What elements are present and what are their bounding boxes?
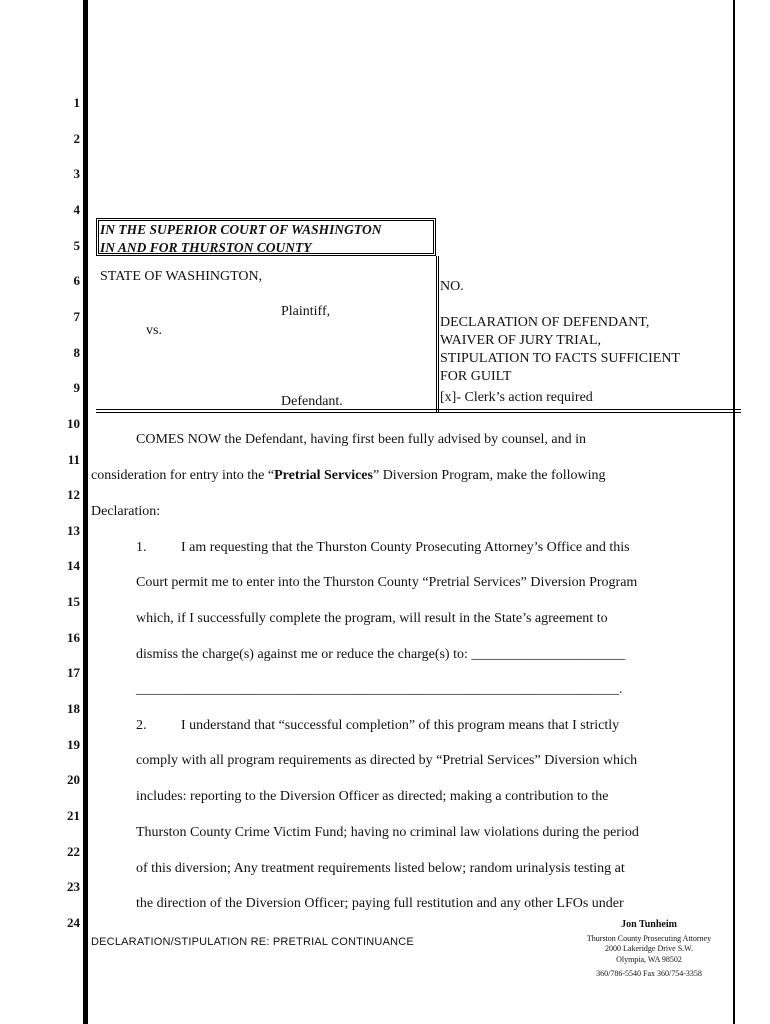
program-name-bold: Pretrial Services — [274, 468, 373, 483]
footer-phone-fax: 360/786-5540 Fax 360/754-3358 — [596, 969, 702, 978]
paragraph-1-line-1: I am requesting that the Thurston County Prosecuting Attorney’s Office and this — [181, 540, 630, 555]
paragraph-1-line-4: dismiss the charge(s) against me or reduce the charge(s) to: ______________________ — [136, 647, 626, 662]
line-number: 6 — [73, 273, 80, 288]
document-title-line3: STIPULATION TO FACTS SUFFICIENT — [440, 351, 680, 366]
paragraph-1-line-2: Court permit me to enter into the Thurston County “Pretrial Services” Diversion Program — [136, 575, 638, 590]
line-number: 12 — [67, 487, 80, 502]
footer-address-line2: Olympia, WA 98502 — [616, 955, 682, 964]
paragraph-1-number: 1. — [136, 540, 147, 555]
line-number: 19 — [67, 737, 80, 752]
caption-divider-vertical — [436, 256, 439, 412]
court-name-line2: IN AND FOR THURSTON COUNTY — [100, 240, 312, 255]
footer-address-line1: 2000 Lakeridge Drive S.W. — [605, 944, 693, 953]
line-number: 23 — [67, 879, 80, 894]
line-number: 20 — [67, 772, 80, 787]
line-number: 4 — [73, 202, 80, 217]
clerk-action-checkbox-text: [x]- Clerk’s action required — [440, 390, 593, 405]
line-number: 14 — [67, 558, 80, 573]
intro-line-2-pre: consideration for entry into the “ — [91, 468, 275, 483]
plaintiff-name: STATE OF WASHINGTON, — [100, 269, 263, 284]
line-number: 21 — [67, 808, 80, 823]
paragraph-1-line-3: which, if I successfully complete the program, will result in the State’s agreement to — [136, 611, 608, 626]
line-number: 24 — [67, 915, 80, 930]
line-number: 2 — [73, 131, 80, 146]
line-number: 9 — [73, 380, 80, 395]
intro-line-2 — [91, 468, 606, 484]
line-number: 18 — [67, 701, 80, 716]
paragraph-2-line-3: includes: reporting to the Diversion Officer as directed; making a contribution to the — [136, 789, 609, 804]
line-number: 11 — [67, 452, 80, 467]
line-number: 17 — [67, 665, 80, 680]
line-number: 13 — [67, 523, 80, 538]
line-number: 1 — [73, 95, 80, 110]
intro-line-1: COMES NOW the Defendant, having first been fully advised by counsel, and in — [136, 432, 586, 447]
line-number: 10 — [67, 416, 80, 431]
intro-line-3: Declaration: — [91, 504, 161, 519]
right-margin-rule — [733, 0, 735, 1024]
left-margin-rule — [83, 0, 88, 1024]
line-number: 7 — [73, 309, 80, 324]
footer-attorney-name: Jon Tunheim — [621, 919, 677, 930]
caption-divider-horizontal — [96, 409, 741, 413]
document-title-line4: FOR GUILT — [440, 369, 512, 384]
footer-office: Thurston County Prosecuting Attorney — [586, 934, 712, 943]
defendant-label: Defendant. — [281, 394, 343, 409]
line-number: 22 — [67, 844, 80, 859]
intro-line-2-post: ” Diversion Program, make the following — [372, 468, 606, 483]
paragraph-2-line-1: I understand that “successful completion” of this program means that I strictly — [181, 718, 620, 733]
line-number: 15 — [67, 594, 80, 609]
paragraph-1-line-5: _____________________________________________________________________. — [136, 682, 623, 697]
paragraph-2-line-6: the direction of the Diversion Officer; paying full restitution and any other LFOs under — [136, 896, 624, 911]
court-name-line1: IN THE SUPERIOR COURT OF WASHINGTON — [100, 222, 382, 237]
document-title-line1: DECLARATION OF DEFENDANT, — [440, 315, 650, 330]
footer-document-title: DECLARATION/STIPULATION RE: PRETRIAL CONTINUANCE — [91, 936, 414, 948]
paragraph-2-line-4: Thurston County Crime Victim Fund; having no criminal law violations during the period — [136, 825, 639, 840]
paragraph-2-line-2: comply with all program requirements as directed by “Pretrial Services” Diversion which — [136, 753, 638, 768]
line-number: 5 — [73, 238, 80, 253]
plaintiff-label: Plaintiff, — [281, 304, 331, 319]
paragraph-2-number: 2. — [136, 718, 147, 733]
versus-label: vs. — [146, 323, 162, 338]
paragraph-2-line-5: of this diversion; Any treatment requirements listed below; random urinalysis testing at — [136, 861, 625, 876]
case-number-label: NO. — [440, 279, 464, 294]
line-number: 8 — [73, 345, 80, 360]
line-number: 3 — [73, 166, 80, 181]
document-title-line2: WAIVER OF JURY TRIAL, — [440, 333, 602, 348]
line-number: 16 — [67, 630, 80, 645]
